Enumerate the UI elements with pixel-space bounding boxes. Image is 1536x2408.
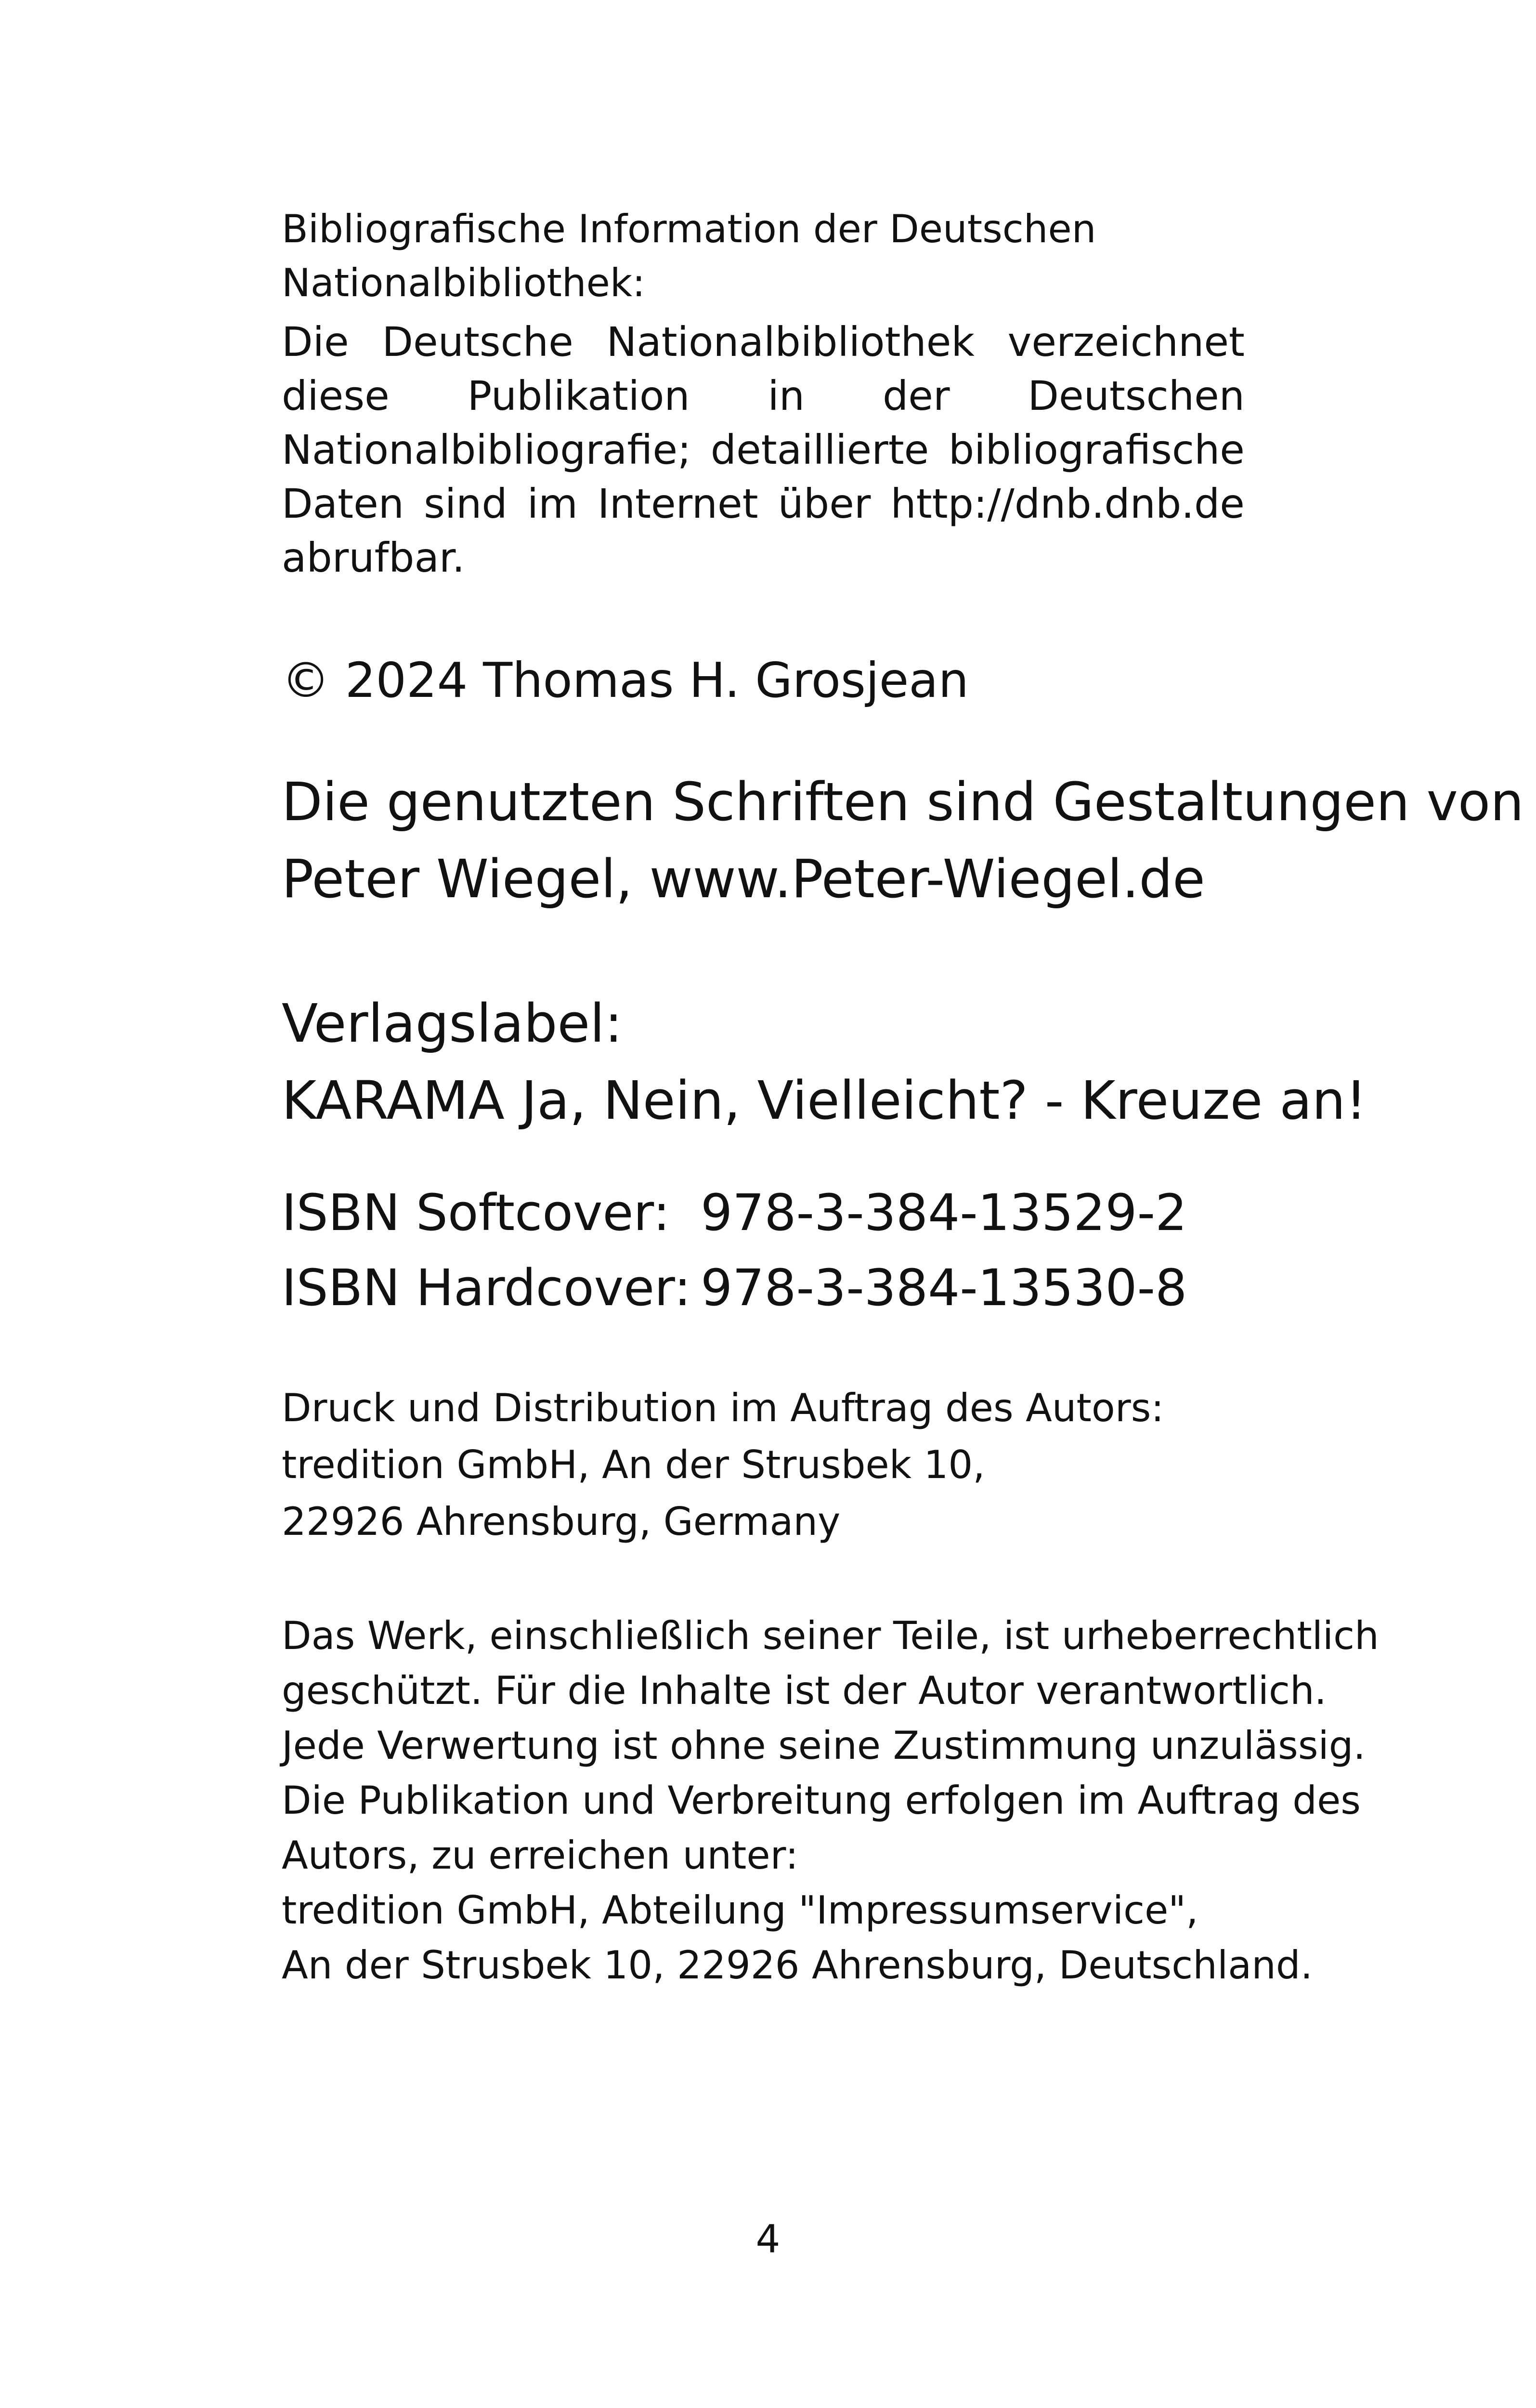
publisher-label-heading: Verlagslabel: [282,993,623,1054]
legal-notice [282,1609,1379,1993]
printing-block [282,1380,1245,1550]
legal-line-4: Die Publikation und Verbreitung erfolgen im Auftrag des [282,1778,1361,1823]
isbn-row-softcover [282,1175,1245,1250]
bibliographic-heading-line-1: Bibliografische Information der Deutschen [282,207,1096,251]
isbn-row-hardcover [282,1250,1245,1325]
fonts-note-line-1: Die genutzten Schriften sind Gestaltungen von [282,771,1524,833]
legal-line-1: Das Werk, einschließlich seiner Teile, ist urheberrechtlich [282,1613,1379,1658]
printing-line-1: Druck und Distribution im Auftrag des Autors: [282,1386,1164,1430]
printing-line-3: 22926 Ahrensburg, Germany [282,1499,841,1544]
publisher-label-value: KARAMA Ja, Nein, Vielleicht? - Kreuze an! [282,1070,1367,1131]
publisher-label-block [282,985,1367,1139]
fonts-note-line-2: Peter Wiegel, www.Peter-Wiegel.de [282,848,1205,910]
legal-line-7: An der Strusbek 10, 22926 Ahrensburg, Deutschland. [282,1943,1313,1988]
isbn-block [282,1175,1245,1325]
isbn-label: ISBN Softcover: [282,1183,670,1242]
fonts-note [282,763,1524,917]
legal-line-5: Autors, zu erreichen unter: [282,1833,799,1878]
bibliographic-information [282,202,1245,585]
legal-line-6: tredition GmbH, Abteilung "Impressumservice", [282,1888,1198,1933]
legal-line-2: geschützt. Für die Inhalte ist der Autor verantwortlich. [282,1668,1327,1713]
bibliographic-heading-line-2: Nationalbibliothek: [282,261,646,305]
legal-line-3: Jede Verwertung ist ohne seine Zustimmung unzulässig. [282,1723,1366,1768]
page-number: 4 [755,2217,781,2262]
isbn-label: ISBN Hardcover: [282,1258,691,1317]
copyright-block [282,643,1245,718]
copyright-line: © 2024 Thomas H. Grosjean [282,652,969,708]
isbn-value: 978-3-384-13530-8 [701,1258,1187,1317]
printing-line-2: tredition GmbH, An der Strusbek 10, [282,1442,985,1487]
bibliographic-paragraph: Die Deutsche Nationalbibliothek verzeichnet diese Publikation in der Deutschen Nationalbibliografie; detaillierte bibliografische Daten sind im Internet über http://dnb.dnb.de abrufbar. [282,318,1245,581]
isbn-value: 978-3-384-13529-2 [701,1183,1187,1242]
